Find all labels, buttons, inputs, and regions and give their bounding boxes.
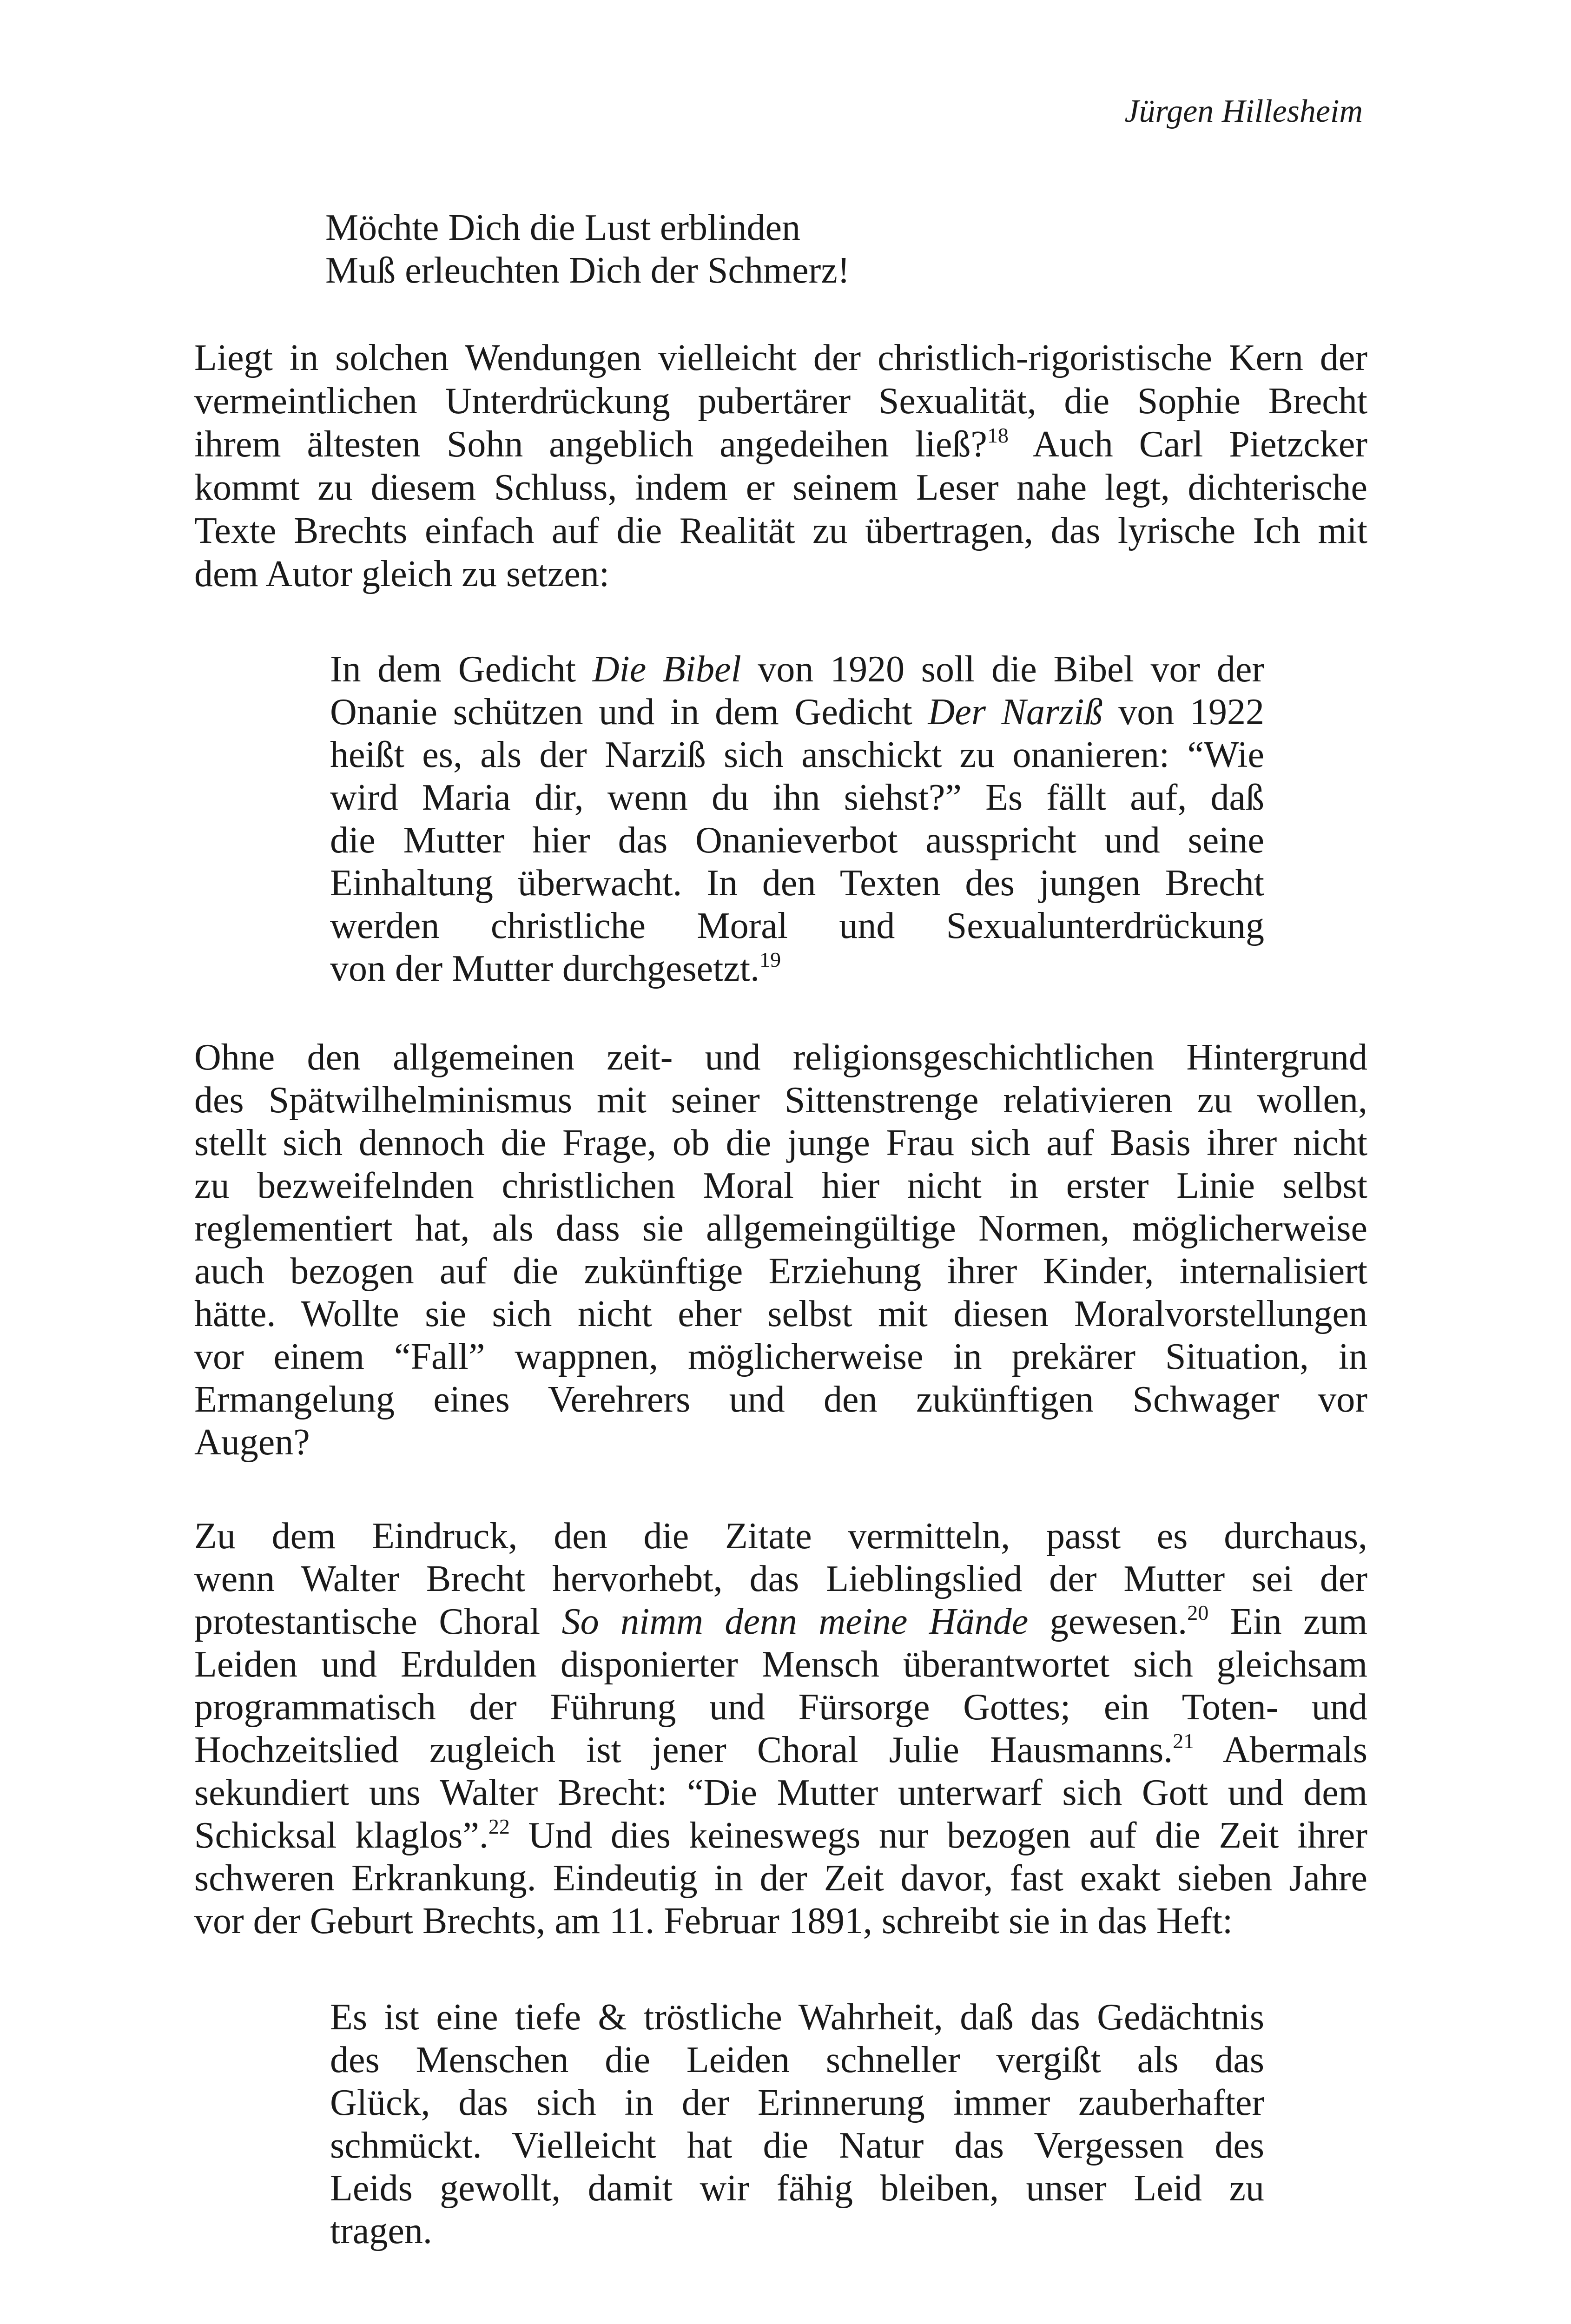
text-run: schmückt. Vielleicht hat die Natur das Vergessen des [330, 2125, 1264, 2166]
body-line [194, 1120, 1367, 1166]
text-run: wird Maria dir, wenn du ihn siehst?” Es fällt auf, daß [330, 777, 1264, 818]
running-head: Jürgen Hillesheim [1124, 93, 1363, 129]
text-run: dem Autor gleich zu setzen: [194, 554, 610, 594]
text-run: kommt zu diesem Schluss, indem er seinem Leser nahe legt, dichterische [194, 467, 1367, 508]
quote-line [330, 2122, 1264, 2169]
body-line [194, 1641, 1367, 1688]
body-line [194, 1769, 1367, 1816]
text-run: Einhaltung überwacht. In den Texten des jungen Brecht [330, 863, 1264, 904]
text-run: schweren Erkrankung. Eindeutig in der Zeit davor, fast exakt sieben Jahre [194, 1858, 1367, 1899]
body-line [194, 1291, 1367, 1337]
text-run: von 1922 [1102, 692, 1264, 733]
text-run: programmatisch der Führung und Fürsorge Gottes; ein Toten- und [194, 1687, 1367, 1728]
text-run: des Spätwilhelminismus mit seiner Sittenstrenge relativieren zu wollen, [194, 1080, 1367, 1121]
body-line [194, 1034, 1367, 1081]
body-line [194, 1513, 1367, 1559]
text-run: gewesen. [1028, 1601, 1188, 1642]
body-line [194, 464, 1367, 511]
text-run: vor einem “Fall” wappnen, möglicherweise in prekärer Situation, in [194, 1336, 1367, 1377]
body-line [194, 1205, 1367, 1252]
text-run: reglementiert hat, als dass sie allgemeingültige Normen, möglicherweise [194, 1208, 1367, 1249]
body-line [194, 1898, 1367, 1944]
quote-line [330, 2037, 1264, 2083]
footnote-ref: 21 [1173, 1729, 1195, 1753]
body-line [194, 1556, 1367, 1602]
text-run: Texte Brechts einfach auf die Realität zu übertragen, das lyrische Ich mit [194, 510, 1367, 551]
footnote-ref: 22 [488, 1815, 510, 1838]
quote-line [330, 2208, 1264, 2254]
quote-line [330, 860, 1264, 906]
quote-line [330, 2165, 1264, 2212]
text-run: vor der Geburt Brechts, am 11. Februar 1891, schreibt sie in das Heft: [194, 1901, 1233, 1941]
quote-line [330, 774, 1264, 821]
text-run: wenn Walter Brecht hervorhebt, das Lieblingslied der Mutter sei der [194, 1558, 1367, 1599]
text-run: vermeintlichen Unterdrückung pubertärer Sexualität, die Sophie Brecht [194, 381, 1367, 422]
footnote-ref: 20 [1187, 1601, 1209, 1624]
text-run: Liegt in solchen Wendungen vielleicht der christlich-rigoristische Kern der [194, 337, 1367, 378]
italic-title: Die Bibel [592, 649, 741, 690]
text-run: Hochzeitslied zugleich ist jener Choral Julie Hausmanns. [194, 1730, 1173, 1770]
text-run: Leids gewollt, damit wir fähig bleiben, unser Leid zu [330, 2168, 1264, 2209]
body-line [194, 1727, 1367, 1773]
text-run: die Mutter hier das Onanieverbot ausspricht und seine [330, 820, 1264, 861]
quote-line [330, 945, 1264, 992]
quote-line [330, 732, 1264, 778]
quote-line [330, 2080, 1264, 2126]
body-line [194, 1812, 1367, 1859]
text-run: Leiden und Erdulden disponierter Mensch überantwortet sich gleichsam [194, 1644, 1367, 1685]
footnote-ref: 19 [759, 948, 781, 971]
text-run: heißt es, als der Narziß sich anschickt zu onanieren: “Wie [330, 734, 1264, 775]
text-run: stellt sich dennoch die Frage, ob die junge Frau sich auf Basis ihrer nicht [194, 1122, 1367, 1163]
text-run: Es ist eine tiefe & tröstliche Wahrheit, daß das Gedächtnis [330, 1997, 1264, 2038]
body-line [194, 1855, 1367, 1901]
body-line [194, 551, 1367, 597]
text-run: Augen? [194, 1422, 310, 1463]
text-run: Ermangelung eines Verehrers und den zukünftigen Schwager vor [194, 1379, 1367, 1420]
text-run: Zu dem Eindruck, den die Zitate vermitteln, passt es durchaus, [194, 1516, 1367, 1557]
quote-line [330, 1994, 1264, 2040]
text-run: Ohne den allgemeinen zeit- und religionsgeschichtlichen Hintergrund [194, 1037, 1367, 1078]
text-run: Schicksal klaglos”. [194, 1815, 488, 1856]
text-run: hätte. Wollte sie sich nicht eher selbst mit diesen Moralvorstellungen [194, 1294, 1367, 1334]
quote-line [330, 689, 1264, 735]
body-line [194, 1248, 1367, 1294]
body-line [194, 421, 1367, 468]
text-run: zu bezweifelnden christlichen Moral hier nicht in erster Linie selbst [194, 1165, 1367, 1206]
body-line [194, 1376, 1367, 1423]
text-run: des Menschen die Leiden schneller vergißt als das [330, 2040, 1264, 2080]
body-line [194, 1598, 1367, 1645]
text-run: Auch Carl Pietzcker [1008, 424, 1367, 465]
quote-line [330, 817, 1264, 864]
text-run: werden christliche Moral und Sexualunterdrückung [330, 905, 1264, 946]
text-run: sekundiert uns Walter Brecht: “Die Mutter unterwarf sich Gott und dem [194, 1772, 1367, 1813]
text-run: tragen. [330, 2211, 432, 2251]
text-run: In dem Gedicht [330, 649, 593, 690]
body-line [194, 1162, 1367, 1209]
text-run: protestantische Choral [194, 1601, 562, 1642]
text-run: von 1920 soll die Bibel vor der [741, 649, 1264, 690]
body-line [194, 508, 1367, 554]
body-line [194, 1419, 1367, 1466]
text-run: Und dies keineswegs nur bezogen auf die Zeit ihrer [509, 1815, 1367, 1856]
body-line [194, 335, 1367, 381]
body-line [194, 1334, 1367, 1380]
italic-title: So nimm denn meine Hände [561, 1601, 1029, 1642]
body-line [194, 1684, 1367, 1730]
text-run: Glück, das sich in der Erinnerung immer zauberhafter [330, 2082, 1264, 2123]
text-run: von der Mutter durchgesetzt. [330, 948, 760, 989]
text-run: Ein zum [1208, 1601, 1367, 1642]
verse-line: Möchte Dich die Lust erblinden [325, 207, 800, 248]
footnote-ref: 18 [987, 423, 1009, 447]
text-run: auch bezogen auf die zukünftige Erziehung ihrer Kinder, internalisiert [194, 1251, 1367, 1292]
quote-line [330, 903, 1264, 949]
italic-title: Der Narziß [928, 692, 1103, 733]
text-run: Onanie schützen und in dem Gedicht [330, 692, 928, 733]
verse-line: Muß erleuchten Dich der Schmerz! [325, 250, 850, 291]
body-line [194, 378, 1367, 424]
text-run: Abermals [1194, 1730, 1367, 1770]
quote-line [330, 646, 1264, 693]
body-line [194, 1077, 1367, 1123]
text-run: ihrem ältesten Sohn angeblich angedeihen ließ? [194, 424, 987, 465]
